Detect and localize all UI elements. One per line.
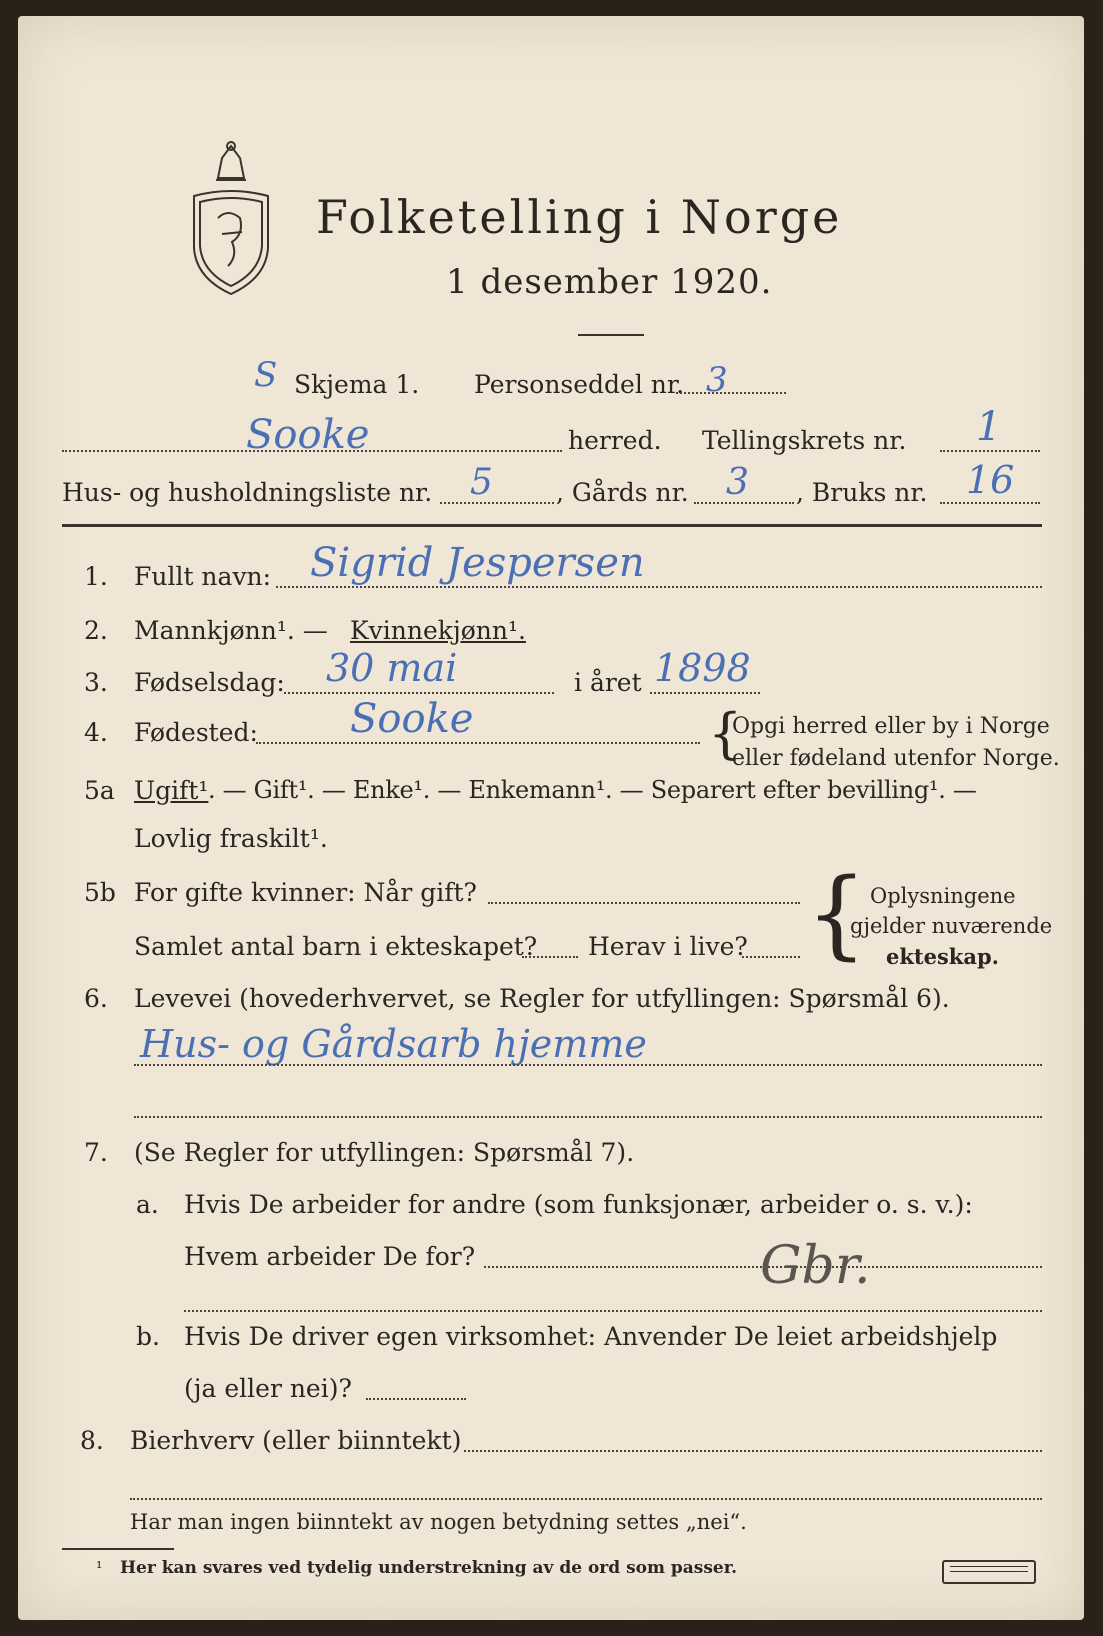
q1-value: Sigrid Jespersen: [310, 540, 645, 586]
q7a-letter: a.: [136, 1190, 159, 1219]
tellingskrets-field: [940, 450, 1040, 452]
footnote-rule: [62, 1548, 174, 1550]
form-date: 1 desember 1920.: [446, 262, 773, 302]
footnote-text: Her kan svares ved tydelig understrekning av de ord som passer.: [120, 1558, 738, 1578]
q7a-employer-label: Hvem arbeider De for?: [184, 1242, 476, 1271]
q5b-number: 5b: [84, 878, 116, 907]
form-title: Folketelling i Norge: [316, 190, 843, 244]
q4-brace: {: [708, 702, 743, 765]
q4-label: Fødested:: [134, 718, 258, 747]
q7b-yesno-label: (ja eller nei)?: [184, 1374, 352, 1403]
q5b-note-line1: Oplysningene: [870, 884, 1016, 908]
q1-label: Fullt navn:: [134, 562, 272, 591]
paper-sheet: [18, 16, 1084, 1620]
tellingskrets-value: 1: [976, 404, 1002, 450]
q5b-alive-label: Herav i live?: [588, 932, 748, 961]
gards-value: 3: [726, 462, 749, 503]
nei-note: Har man ingen biinntekt av nogen betydning settes „nei“.: [130, 1510, 747, 1534]
footnote-mark: ¹: [96, 1558, 103, 1577]
q5b-married-when-field: [488, 902, 800, 904]
gards-label: , Gårds nr.: [556, 478, 689, 507]
q7b-label: Hvis De driver egen virksomhet: Anvender De leiet arbeidshjelp: [184, 1322, 998, 1351]
schema-label: Skjema 1.: [294, 370, 420, 399]
q5a-line2: Lovlig fraskilt¹.: [134, 824, 328, 853]
q5a-options: . — Gift¹. — Enke¹. — Enkemann¹. — Separert efter bevilling¹. —: [208, 776, 977, 804]
q5b-children-field: [522, 956, 578, 958]
q6-number: 6.: [84, 984, 108, 1013]
coat-of-arms-icon: [188, 138, 274, 298]
q6-field-line2: [134, 1116, 1042, 1118]
q7a-label: Hvis De arbeider for andre (som funksjonær, arbeider o. s. v.):: [184, 1190, 973, 1219]
q7b-yesno-field: [366, 1398, 466, 1400]
q2-male: Mannkjønn¹. —: [134, 616, 328, 645]
q8-field: [464, 1450, 1042, 1452]
tellingskrets-label: Tellingskrets nr.: [702, 426, 907, 455]
q3-year-value: 1898: [654, 646, 751, 690]
hus-value: 5: [470, 462, 493, 503]
q3-label: Fødselsdag:: [134, 668, 285, 697]
q5b-children-label: Samlet antal barn i ekteskapet?: [134, 932, 538, 961]
bruks-label: , Bruks nr.: [796, 478, 928, 507]
herred-field: [62, 450, 562, 452]
hus-field: [440, 502, 554, 504]
q8-number: 8.: [80, 1426, 104, 1455]
q4-note-line1: Opgi herred eller by i Norge: [732, 714, 1050, 739]
q3-year-field: [650, 692, 760, 694]
q5b-brace: {: [806, 858, 868, 970]
q7-label: (Se Regler for utfyllingen: Spørsmål 7).: [134, 1138, 635, 1167]
personseddel-label: Personseddel nr.: [474, 370, 685, 399]
q5a-ugift-underlined: Ugift¹: [134, 776, 209, 805]
q3-value: 30 mai: [326, 646, 458, 690]
handwritten-mark: S: [254, 355, 278, 395]
q4-note-line2: eller fødeland utenfor Norge.: [732, 746, 1060, 771]
personseddel-field: [676, 392, 786, 394]
q7b-letter: b.: [136, 1322, 160, 1351]
personseddel-value: 3: [706, 360, 728, 400]
q5b-alive-field: [742, 956, 800, 958]
q8-label: Bierhverv (eller biinntekt): [130, 1426, 462, 1455]
q8-field-line2: [130, 1498, 1042, 1500]
q5b-note-line3: ekteskap.: [886, 944, 999, 969]
q4-field: [256, 742, 700, 744]
herred-label: herred.: [568, 426, 662, 455]
q4-value: Sooke: [350, 696, 474, 742]
q3-field: [284, 692, 554, 694]
q1-number: 1.: [84, 562, 108, 591]
header-rule: [62, 524, 1042, 527]
q5b-note-line2: gjelder nuværende: [850, 914, 1053, 938]
title-divider: [578, 334, 644, 336]
bruks-field: [940, 502, 1040, 504]
q7a-field-line2: [184, 1310, 1042, 1312]
q2-female-underlined: Kvinnekjønn¹.: [350, 616, 526, 645]
q7-number: 7.: [84, 1138, 108, 1167]
q7a-employer-value: Gbr.: [760, 1236, 871, 1296]
q3-number: 3.: [84, 668, 108, 697]
q6-field-line1: [134, 1064, 1042, 1066]
bruks-value: 16: [966, 458, 1015, 502]
herred-value: Sooke: [246, 412, 370, 458]
q5a-number: 5a: [84, 776, 115, 805]
q5b-married-when: For gifte kvinner: Når gift?: [134, 878, 477, 907]
q4-number: 4.: [84, 718, 108, 747]
q6-value: Hus- og Gårdsarb hjemme: [140, 1022, 647, 1066]
printer-stamp: [942, 1560, 1036, 1584]
q3-year-label: i året: [574, 668, 642, 697]
q2-number: 2.: [84, 616, 108, 645]
q1-field: [276, 586, 1042, 588]
q6-label: Levevei (hovederhvervet, se Regler for utfyllingen: Spørsmål 6).: [134, 984, 950, 1013]
hus-label: Hus- og husholdningsliste nr.: [62, 478, 433, 507]
